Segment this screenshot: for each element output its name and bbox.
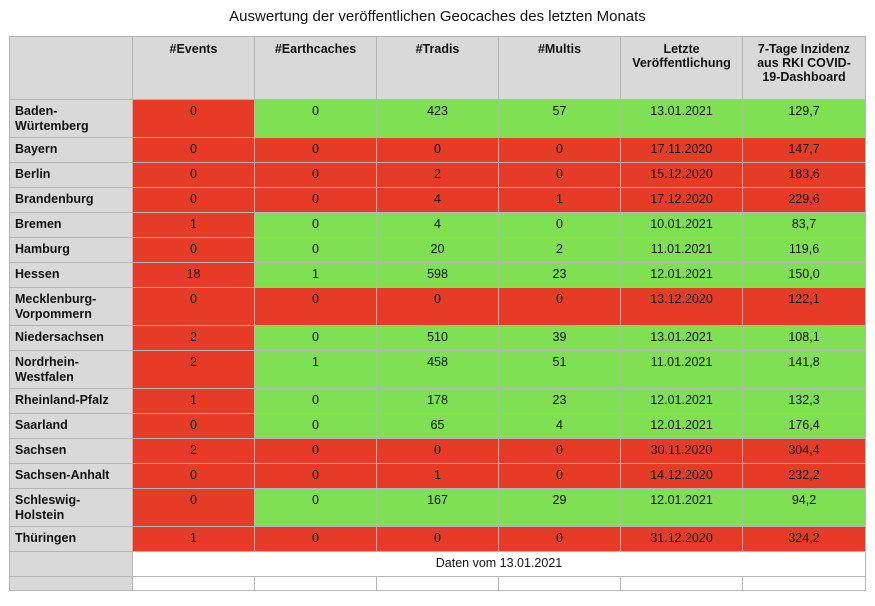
tradis-cell[interactable]: 20 xyxy=(377,238,499,263)
last-publication-cell[interactable]: 13.01.2021 xyxy=(621,100,743,138)
state-name-cell[interactable]: Schleswig-Holstein xyxy=(10,489,133,527)
earthcaches-cell[interactable]: 0 xyxy=(255,414,377,439)
sheet-title: Auswertung der veröffentlichen Geocaches des letzten Monats xyxy=(229,8,646,25)
tradis-cell[interactable]: 0 xyxy=(377,288,499,326)
empty-cell[interactable] xyxy=(743,577,866,591)
earthcaches-cell[interactable]: 0 xyxy=(255,288,377,326)
table-row xyxy=(10,163,866,188)
last-publication-cell[interactable]: 14.12.2020 xyxy=(621,464,743,489)
empty-cell[interactable] xyxy=(377,577,499,591)
earthcaches-cell[interactable]: 0 xyxy=(255,326,377,351)
header-cell-multis[interactable]: #Multis xyxy=(499,37,621,100)
state-name-cell[interactable]: Sachsen-Anhalt xyxy=(10,464,133,489)
state-name-cell[interactable]: Baden-Würtemberg xyxy=(10,100,133,138)
footer-row xyxy=(10,552,866,577)
events-cell[interactable]: 2 xyxy=(133,439,255,464)
earthcaches-cell[interactable]: 1 xyxy=(255,263,377,288)
empty-row xyxy=(10,577,866,591)
multis-cell[interactable]: 0 xyxy=(499,163,621,188)
state-name-cell[interactable]: Hamburg xyxy=(10,238,133,263)
state-name-cell[interactable]: Thüringen xyxy=(10,527,133,552)
last-publication-cell[interactable]: 30.11.2020 xyxy=(621,439,743,464)
tradis-cell[interactable]: 4 xyxy=(377,188,499,213)
events-cell[interactable]: 2 xyxy=(133,351,255,389)
table-row xyxy=(10,288,866,326)
state-name-cell[interactable]: Hessen xyxy=(10,263,133,288)
state-name-cell[interactable]: Bremen xyxy=(10,213,133,238)
tradis-cell[interactable]: 65 xyxy=(377,414,499,439)
tradis-cell[interactable]: 4 xyxy=(377,213,499,238)
events-cell[interactable]: 0 xyxy=(133,238,255,263)
incidence-cell[interactable]: 183,6 xyxy=(743,163,866,188)
incidence-cell[interactable]: 147,7 xyxy=(743,138,866,163)
geocache-table xyxy=(9,36,866,591)
earthcaches-cell[interactable]: 0 xyxy=(255,464,377,489)
multis-cell[interactable]: 23 xyxy=(499,389,621,414)
multis-cell[interactable]: 39 xyxy=(499,326,621,351)
events-cell[interactable]: 0 xyxy=(133,163,255,188)
state-name-cell[interactable]: Saarland xyxy=(10,414,133,439)
events-cell[interactable]: 0 xyxy=(133,188,255,213)
table-row xyxy=(10,188,866,213)
events-cell[interactable]: 0 xyxy=(133,288,255,326)
multis-cell[interactable]: 0 xyxy=(499,213,621,238)
last-publication-cell[interactable]: 12.01.2021 xyxy=(621,489,743,527)
header-cell-tradis[interactable]: #Tradis xyxy=(377,37,499,100)
incidence-cell[interactable]: 122,1 xyxy=(743,288,866,326)
earthcaches-cell[interactable]: 0 xyxy=(255,138,377,163)
multis-cell[interactable]: 4 xyxy=(499,414,621,439)
table-row xyxy=(10,439,866,464)
state-name-cell[interactable]: Niedersachsen xyxy=(10,326,133,351)
tradis-cell[interactable]: 178 xyxy=(377,389,499,414)
earthcaches-cell[interactable]: 0 xyxy=(255,527,377,552)
state-name-cell[interactable]: Nordrhein-Westfalen xyxy=(10,351,133,389)
header-cell-events[interactable]: #Events xyxy=(133,37,255,100)
last-publication-cell[interactable]: 11.01.2021 xyxy=(621,238,743,263)
events-cell[interactable]: 1 xyxy=(133,527,255,552)
incidence-cell[interactable]: 232,2 xyxy=(743,464,866,489)
tradis-cell[interactable]: 458 xyxy=(377,351,499,389)
multis-cell[interactable]: 0 xyxy=(499,527,621,552)
last-publication-cell[interactable]: 11.01.2021 xyxy=(621,351,743,389)
incidence-cell[interactable]: 150,0 xyxy=(743,263,866,288)
last-publication-cell[interactable]: 13.12.2020 xyxy=(621,288,743,326)
state-name-cell[interactable]: Mecklenburg-Vorpommern xyxy=(10,288,133,326)
incidence-cell[interactable]: 119,6 xyxy=(743,238,866,263)
header-cell-incidence[interactable]: 7-Tage Inzidenz aus RKI COVID-19-Dashboard xyxy=(743,37,866,100)
tradis-cell[interactable]: 0 xyxy=(377,527,499,552)
empty-cell[interactable] xyxy=(10,577,133,591)
table-row xyxy=(10,389,866,414)
multis-cell[interactable]: 0 xyxy=(499,439,621,464)
earthcaches-cell[interactable]: 0 xyxy=(255,489,377,527)
last-publication-cell[interactable]: 13.01.2021 xyxy=(621,326,743,351)
tradis-cell[interactable]: 167 xyxy=(377,489,499,527)
incidence-cell[interactable]: 141,8 xyxy=(743,351,866,389)
incidence-cell[interactable]: 304,4 xyxy=(743,439,866,464)
events-cell[interactable]: 0 xyxy=(133,489,255,527)
last-publication-cell[interactable]: 12.01.2021 xyxy=(621,414,743,439)
last-publication-cell[interactable]: 10.01.2021 xyxy=(621,213,743,238)
earthcaches-cell[interactable]: 0 xyxy=(255,238,377,263)
incidence-cell[interactable]: 176,4 xyxy=(743,414,866,439)
tradis-cell[interactable]: 0 xyxy=(377,138,499,163)
empty-cell[interactable] xyxy=(133,577,255,591)
last-publication-cell[interactable]: 12.01.2021 xyxy=(621,389,743,414)
tradis-cell[interactable]: 2 xyxy=(377,163,499,188)
multis-cell[interactable]: 1 xyxy=(499,188,621,213)
header-cell-last-publication[interactable]: Letzte Veröffentlichung xyxy=(621,37,743,100)
multis-cell[interactable]: 2 xyxy=(499,238,621,263)
earthcaches-cell[interactable]: 0 xyxy=(255,389,377,414)
last-publication-cell[interactable]: 12.01.2021 xyxy=(621,263,743,288)
multis-cell[interactable]: 23 xyxy=(499,263,621,288)
incidence-cell[interactable]: 94,2 xyxy=(743,489,866,527)
earthcaches-cell[interactable]: 0 xyxy=(255,100,377,138)
earthcaches-cell[interactable]: 1 xyxy=(255,351,377,389)
events-cell[interactable]: 0 xyxy=(133,414,255,439)
last-publication-cell[interactable]: 17.12.2020 xyxy=(621,188,743,213)
events-cell[interactable]: 2 xyxy=(133,326,255,351)
header-cell-state[interactable] xyxy=(10,37,133,100)
tradis-cell[interactable]: 1 xyxy=(377,464,499,489)
footer-state-cell[interactable] xyxy=(10,552,133,577)
multis-cell[interactable]: 0 xyxy=(499,138,621,163)
last-publication-cell[interactable]: 31.12.2020 xyxy=(621,527,743,552)
empty-cell[interactable] xyxy=(499,577,621,591)
incidence-cell[interactable]: 132,3 xyxy=(743,389,866,414)
table-row xyxy=(10,527,866,552)
table-row xyxy=(10,238,866,263)
last-publication-cell[interactable]: 17.11.2020 xyxy=(621,138,743,163)
events-cell[interactable]: 1 xyxy=(133,213,255,238)
state-name-cell[interactable]: Bayern xyxy=(10,138,133,163)
last-publication-cell[interactable]: 15.12.2020 xyxy=(621,163,743,188)
state-name-cell[interactable]: Rheinland-Pfalz xyxy=(10,389,133,414)
table-row xyxy=(10,326,866,351)
header-cell-earthcaches[interactable]: #Earthcaches xyxy=(255,37,377,100)
multis-cell[interactable]: 0 xyxy=(499,464,621,489)
empty-cell[interactable] xyxy=(255,577,377,591)
header-row xyxy=(10,37,866,100)
incidence-cell[interactable]: 129,7 xyxy=(743,100,866,138)
state-name-cell[interactable]: Berlin xyxy=(10,163,133,188)
multis-cell[interactable]: 51 xyxy=(499,351,621,389)
footer-note[interactable]: Daten vom 13.01.2021 xyxy=(133,552,866,577)
tradis-cell[interactable]: 0 xyxy=(377,439,499,464)
tradis-cell[interactable]: 423 xyxy=(377,100,499,138)
earthcaches-cell[interactable]: 0 xyxy=(255,188,377,213)
table-row xyxy=(10,489,866,527)
state-name-cell[interactable]: Sachsen xyxy=(10,439,133,464)
earthcaches-cell[interactable]: 0 xyxy=(255,213,377,238)
multis-cell[interactable]: 0 xyxy=(499,288,621,326)
table-row xyxy=(10,138,866,163)
table-row xyxy=(10,100,866,138)
table-row xyxy=(10,414,866,439)
table-row xyxy=(10,263,866,288)
table-row xyxy=(10,351,866,389)
empty-cell[interactable] xyxy=(621,577,743,591)
incidence-cell[interactable]: 324,2 xyxy=(743,527,866,552)
incidence-cell[interactable]: 108,1 xyxy=(743,326,866,351)
tradis-cell[interactable]: 598 xyxy=(377,263,499,288)
events-cell[interactable]: 1 xyxy=(133,389,255,414)
multis-cell[interactable]: 57 xyxy=(499,100,621,138)
state-name-cell[interactable]: Brandenburg xyxy=(10,188,133,213)
events-cell[interactable]: 0 xyxy=(133,464,255,489)
incidence-cell[interactable]: 229,6 xyxy=(743,188,866,213)
table-row xyxy=(10,464,866,489)
incidence-cell[interactable]: 83,7 xyxy=(743,213,866,238)
events-cell[interactable]: 0 xyxy=(133,138,255,163)
table-row xyxy=(10,213,866,238)
events-cell[interactable]: 0 xyxy=(133,100,255,138)
events-cell[interactable]: 18 xyxy=(133,263,255,288)
multis-cell[interactable]: 29 xyxy=(499,489,621,527)
earthcaches-cell[interactable]: 0 xyxy=(255,439,377,464)
earthcaches-cell[interactable]: 0 xyxy=(255,163,377,188)
tradis-cell[interactable]: 510 xyxy=(377,326,499,351)
